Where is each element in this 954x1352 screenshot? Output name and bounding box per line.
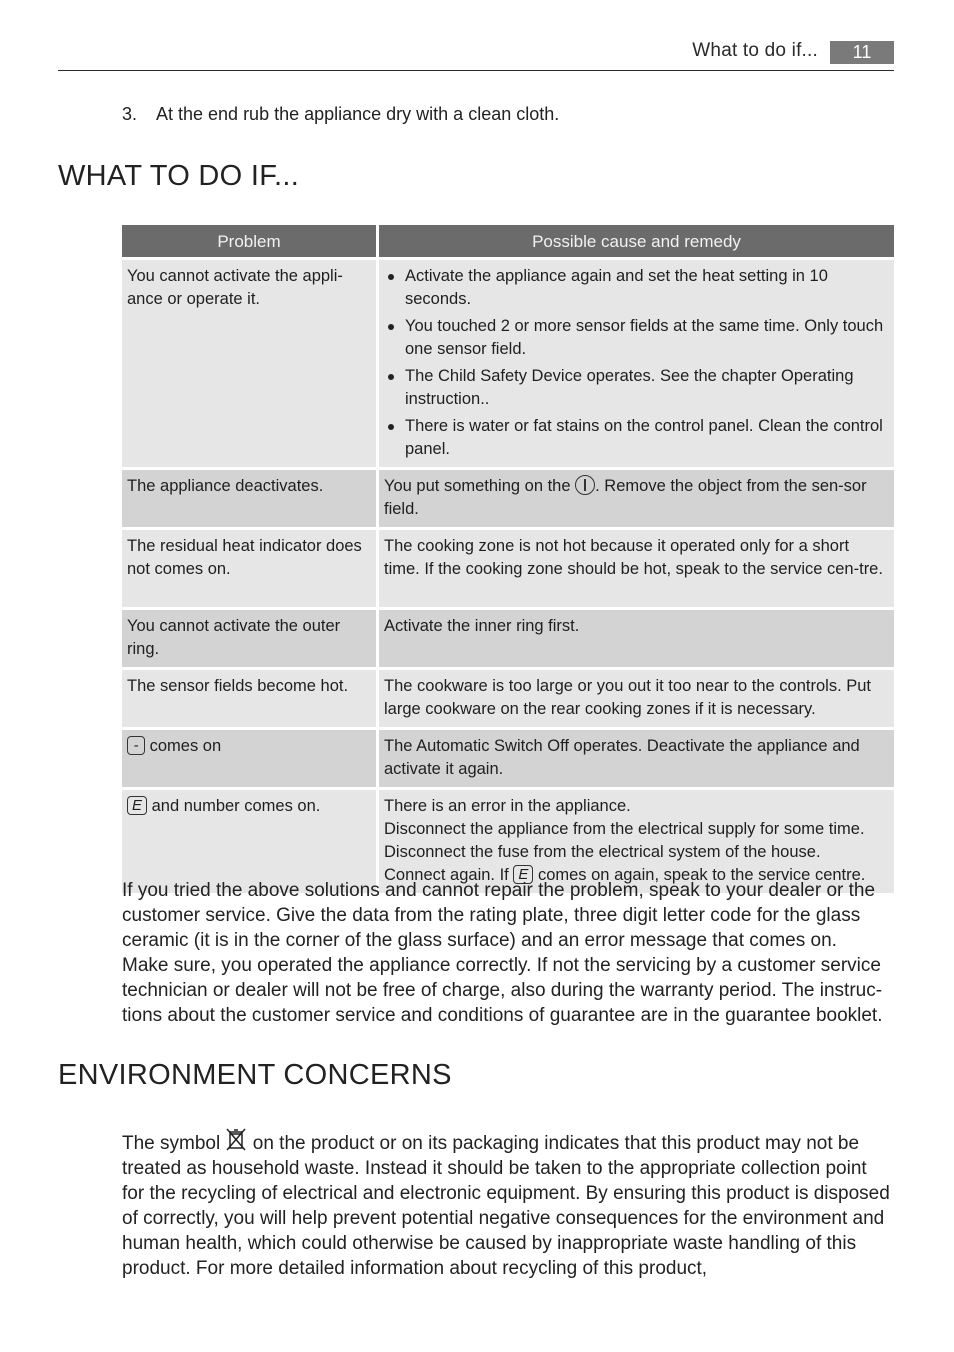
problem-cell: The appliance deactivates.: [122, 470, 379, 527]
list-item: You touched 2 or more sensor fields at the same time. Only touch one sensor field.: [384, 315, 888, 361]
list-item: The Child Safety Device operates. See the chapter Operating instruction..: [384, 365, 888, 411]
page-number: 11: [830, 41, 894, 64]
display-symbol-dash: -: [127, 736, 145, 755]
column-header-problem: Problem: [122, 225, 379, 257]
remedy-text: You put something on the: [384, 477, 571, 495]
environment-text: on the product or on its packaging indicates that this product may not be treated as household waste. Instead it should be taken to the appropriate collection point for the recycling of electrical and electronic equipment. By ensuring this product is disposed of correctly, you will help prevent potential negative consequences for the environment and human health, which could otherwise be caused by inappropriate waste handling of this product. For more detailed information about recycling of this product,: [122, 1133, 890, 1279]
remedy-cell: Activate the inner ring first.: [379, 610, 894, 667]
after-table-paragraph: If you tried the above solutions and cannot repair the problem, speak to your dealer or the customer service. Give the data from the rating plate, three digit letter code for the glass ceramic (it is in the corner of the glass surface) and an error message that comes on.: [122, 880, 876, 951]
table-row: [122, 610, 894, 667]
header-section-name: What to do if...: [692, 40, 818, 61]
remedy-text: comes on again, speak to the service centre.: [537, 866, 866, 884]
table-row: [122, 470, 894, 527]
step-text: At the end rub the appliance dry with a clean cloth.: [156, 104, 560, 124]
remedy-line: There is an error in the appliance.: [384, 797, 631, 815]
environment-text: The symbol: [122, 1133, 221, 1154]
problem-text: comes on: [149, 737, 222, 755]
remedy-cell: [379, 260, 894, 467]
step-number: 3.: [122, 104, 138, 124]
list-item: There is water or fat stains on the control panel. Clean the control panel.: [384, 415, 888, 461]
page-header: [58, 38, 894, 71]
column-header-remedy: Possible cause and remedy: [379, 225, 894, 257]
troubleshooting-table: [122, 222, 894, 896]
problem-cell: The residual heat indicator does not comes on.: [122, 530, 379, 607]
environment-paragraph: [122, 1128, 894, 1281]
table-row: [122, 530, 894, 607]
remedy-bullet-list: [384, 265, 888, 461]
remedy-cell: The cooking zone is not hot because it operated only for a short time. If the cooking zone should be hot, speak to the service cen-tre.: [379, 530, 894, 607]
section-title-what-to-do: WHAT TO DO IF...: [58, 160, 300, 192]
problem-cell: You cannot activate the outer ring.: [122, 610, 379, 667]
remedy-cell: The Automatic Switch Off operates. Deactivate the appliance and activate it again.: [379, 730, 894, 787]
display-symbol-error: E: [513, 865, 533, 884]
crossed-out-bin-icon: [225, 1128, 247, 1152]
table-row: [122, 670, 894, 727]
power-sensor-icon: [575, 475, 595, 495]
problem-cell: The sensor fields become hot.: [122, 670, 379, 727]
list-item: Activate the appliance again and set the heat setting in 10 seconds.: [384, 265, 888, 311]
remedy-text: Connect again. If: [384, 866, 509, 884]
table-row: [122, 260, 894, 467]
problem-cell: [122, 730, 379, 787]
remedy-cell: [379, 470, 894, 527]
step-item: [122, 104, 559, 125]
display-symbol-error: E: [127, 796, 147, 815]
table-row: [122, 730, 894, 787]
section-title-environment: ENVIRONMENT CONCERNS: [58, 1059, 452, 1091]
remedy-line: Disconnect the appliance from the electrical supply for some time. Disconnect the fuse from the electrical system of the house.: [384, 820, 865, 861]
problem-cell: You cannot activate the appli-ance or operate it.: [122, 260, 379, 467]
table-header-row: [122, 225, 894, 257]
remedy-cell: The cookware is too large or you out it too near to the controls. Put large cookware on the rear cooking zones if it is necessary.: [379, 670, 894, 727]
problem-text: and number comes on.: [151, 797, 321, 815]
remedy-text: . Remove the object from the sen-sor field.: [384, 477, 867, 518]
after-table-paragraph: Make sure, you operated the appliance correctly. If not the servicing by a customer service technician or dealer will not be free of charge, also during the warranty period. The instruc-tions about the customer service and conditions of guarantee are in the guarantee booklet.: [122, 955, 883, 1026]
